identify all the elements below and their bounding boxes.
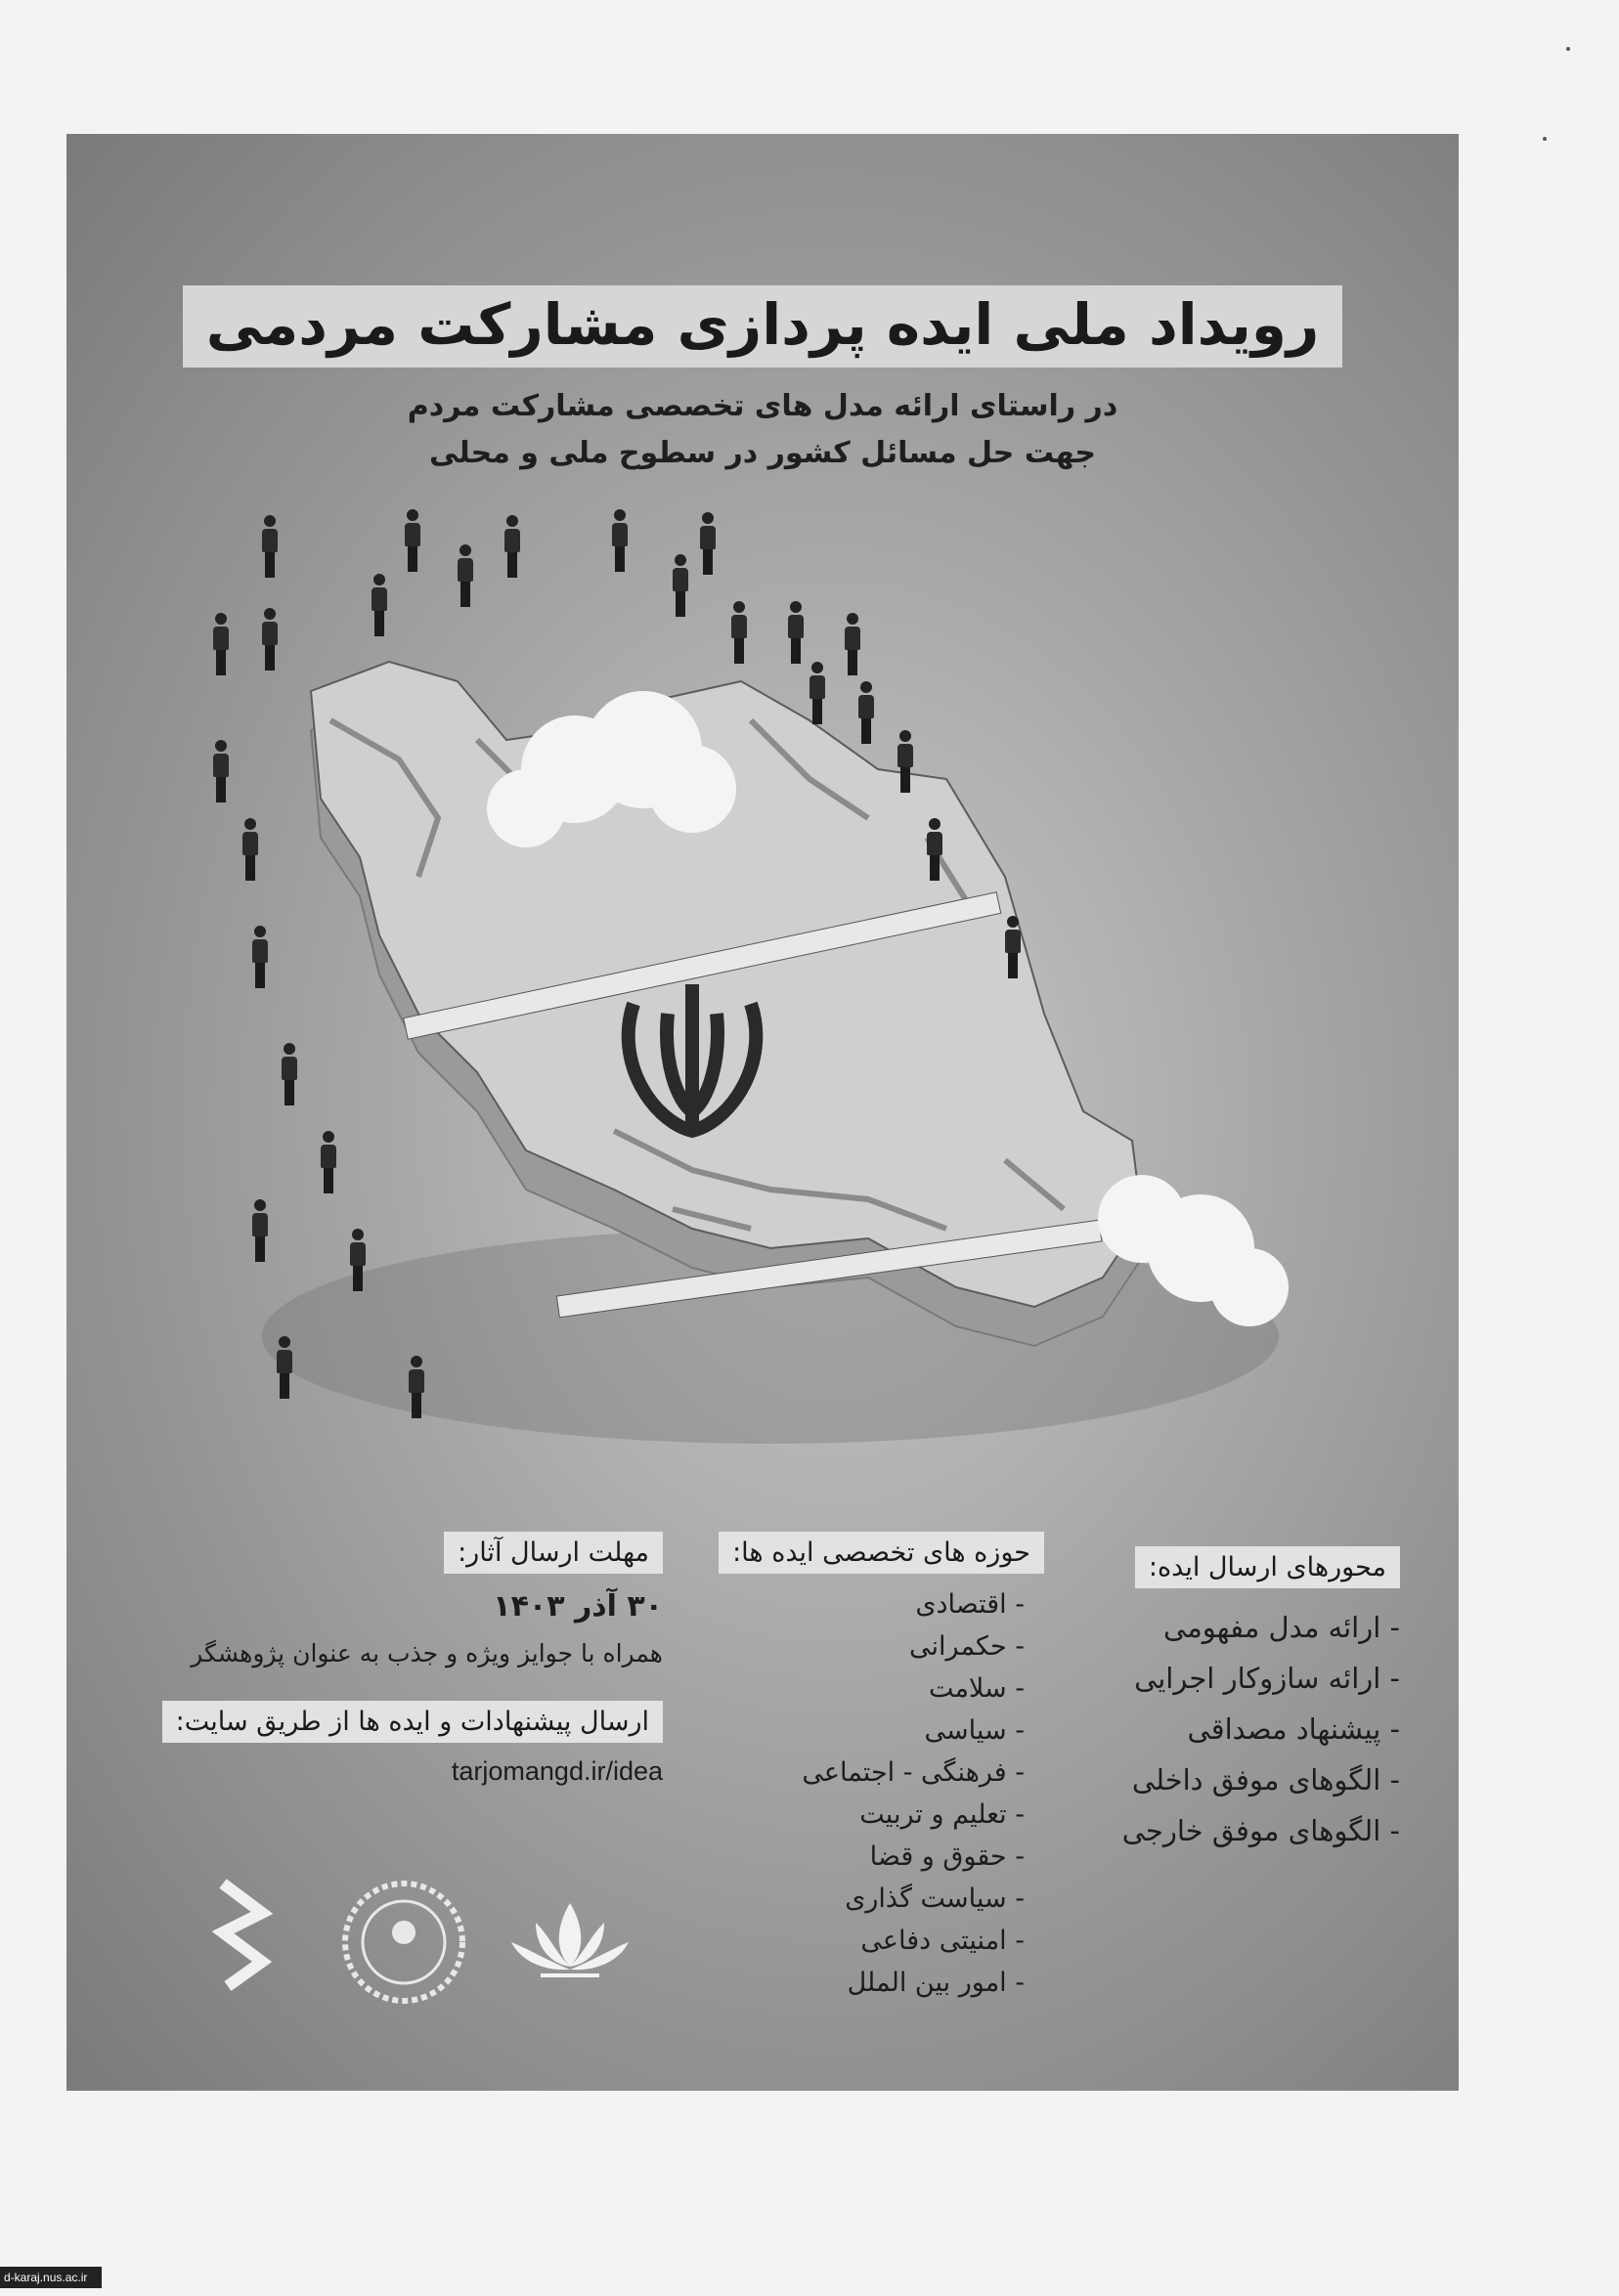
scan-speck <box>1543 137 1547 141</box>
list-item: - فرهنگی - اجتماعی <box>802 1757 1025 1788</box>
list-item: - امنیتی دفاعی <box>860 1926 1025 1956</box>
person-figure <box>252 926 268 990</box>
list-item: - سلامت <box>928 1673 1025 1704</box>
person-figure <box>321 1131 336 1195</box>
list-item: - الگوهای موفق داخلی <box>1131 1763 1400 1797</box>
person-figure <box>504 515 520 580</box>
person-figure <box>612 509 628 574</box>
site-heading: ارسال پیشنهادات و ایده ها از طریق سایت: <box>162 1701 663 1743</box>
poster-subtitle <box>66 383 1459 477</box>
calligraphy-logo-icon <box>203 1874 282 2001</box>
list-item: - اقتصادی <box>915 1589 1025 1620</box>
person-figure <box>350 1229 366 1293</box>
subtitle-line: جهت حل مسائل کشور در سطوح ملی و محلی <box>428 436 1097 470</box>
subtitle-line: در راستای ارائه مدل های تخصصی مشارکت مردم <box>407 389 1118 423</box>
deadline-note: همراه با جوایز ویژه و جذب به عنوان پژوهشگر <box>191 1639 663 1668</box>
person-figure <box>897 730 913 795</box>
list-item: - حقوق و قضا <box>869 1841 1025 1872</box>
person-figure <box>262 515 278 580</box>
person-figure <box>372 574 387 638</box>
deadline-heading: مهلت ارسال آثار: <box>444 1532 663 1574</box>
list-item: - تعلیم و تربیت <box>859 1799 1025 1830</box>
list-item: - الگوهای موفق خارجی <box>1121 1814 1400 1847</box>
poster <box>66 134 1459 2091</box>
idea-axes-section <box>1077 1546 1400 1856</box>
list-item: - ارائه مدل مفهومی <box>1163 1611 1400 1644</box>
list-item: - حکمرانی <box>909 1631 1025 1662</box>
lotus-logo-icon <box>502 1884 638 1991</box>
person-figure <box>673 554 688 619</box>
deadline-date: ۳۰ آذر ۱۴۰۳ <box>493 1589 663 1624</box>
deadline-section <box>115 1532 663 1787</box>
scan-speck <box>1566 47 1570 51</box>
list-item: - سیاست گذاری <box>845 1884 1025 1914</box>
person-figure <box>845 613 860 677</box>
poster-title: رویداد ملی ایده پردازی مشارکت مردمی <box>66 285 1459 368</box>
person-figure <box>277 1336 292 1401</box>
person-figure <box>409 1356 424 1420</box>
specialty-fields-heading: حوزه های تخصصی ایده ها: <box>719 1532 1044 1574</box>
person-figure <box>252 1199 268 1264</box>
person-figure <box>458 544 473 609</box>
person-figure <box>282 1043 297 1107</box>
idea-axes-heading: محورهای ارسال ایده: <box>1135 1546 1400 1588</box>
person-figure <box>927 818 942 883</box>
person-figure <box>242 818 258 883</box>
list-item: - پیشنهاد مصداقی <box>1187 1712 1400 1746</box>
list-item: - امور بین الملل <box>847 1968 1025 1998</box>
logos-row <box>203 1874 770 2001</box>
source-tag: d-karaj.nus.ac.ir <box>0 2267 102 2288</box>
person-figure <box>1005 916 1021 980</box>
person-figure <box>788 601 804 666</box>
person-figure <box>700 512 716 577</box>
person-figure <box>731 601 747 666</box>
list-item: - ارائه سازوکار اجرایی <box>1134 1662 1400 1695</box>
person-figure <box>810 662 825 726</box>
person-figure <box>405 509 420 574</box>
person-figure <box>858 681 874 746</box>
circular-seal-logo-icon <box>340 1879 467 2006</box>
person-figure <box>262 608 278 672</box>
list-item: - سیاسی <box>924 1715 1025 1746</box>
person-figure <box>213 613 229 677</box>
site-url-link[interactable]: tarjomangd.ir/idea <box>451 1756 663 1786</box>
person-figure <box>213 740 229 804</box>
